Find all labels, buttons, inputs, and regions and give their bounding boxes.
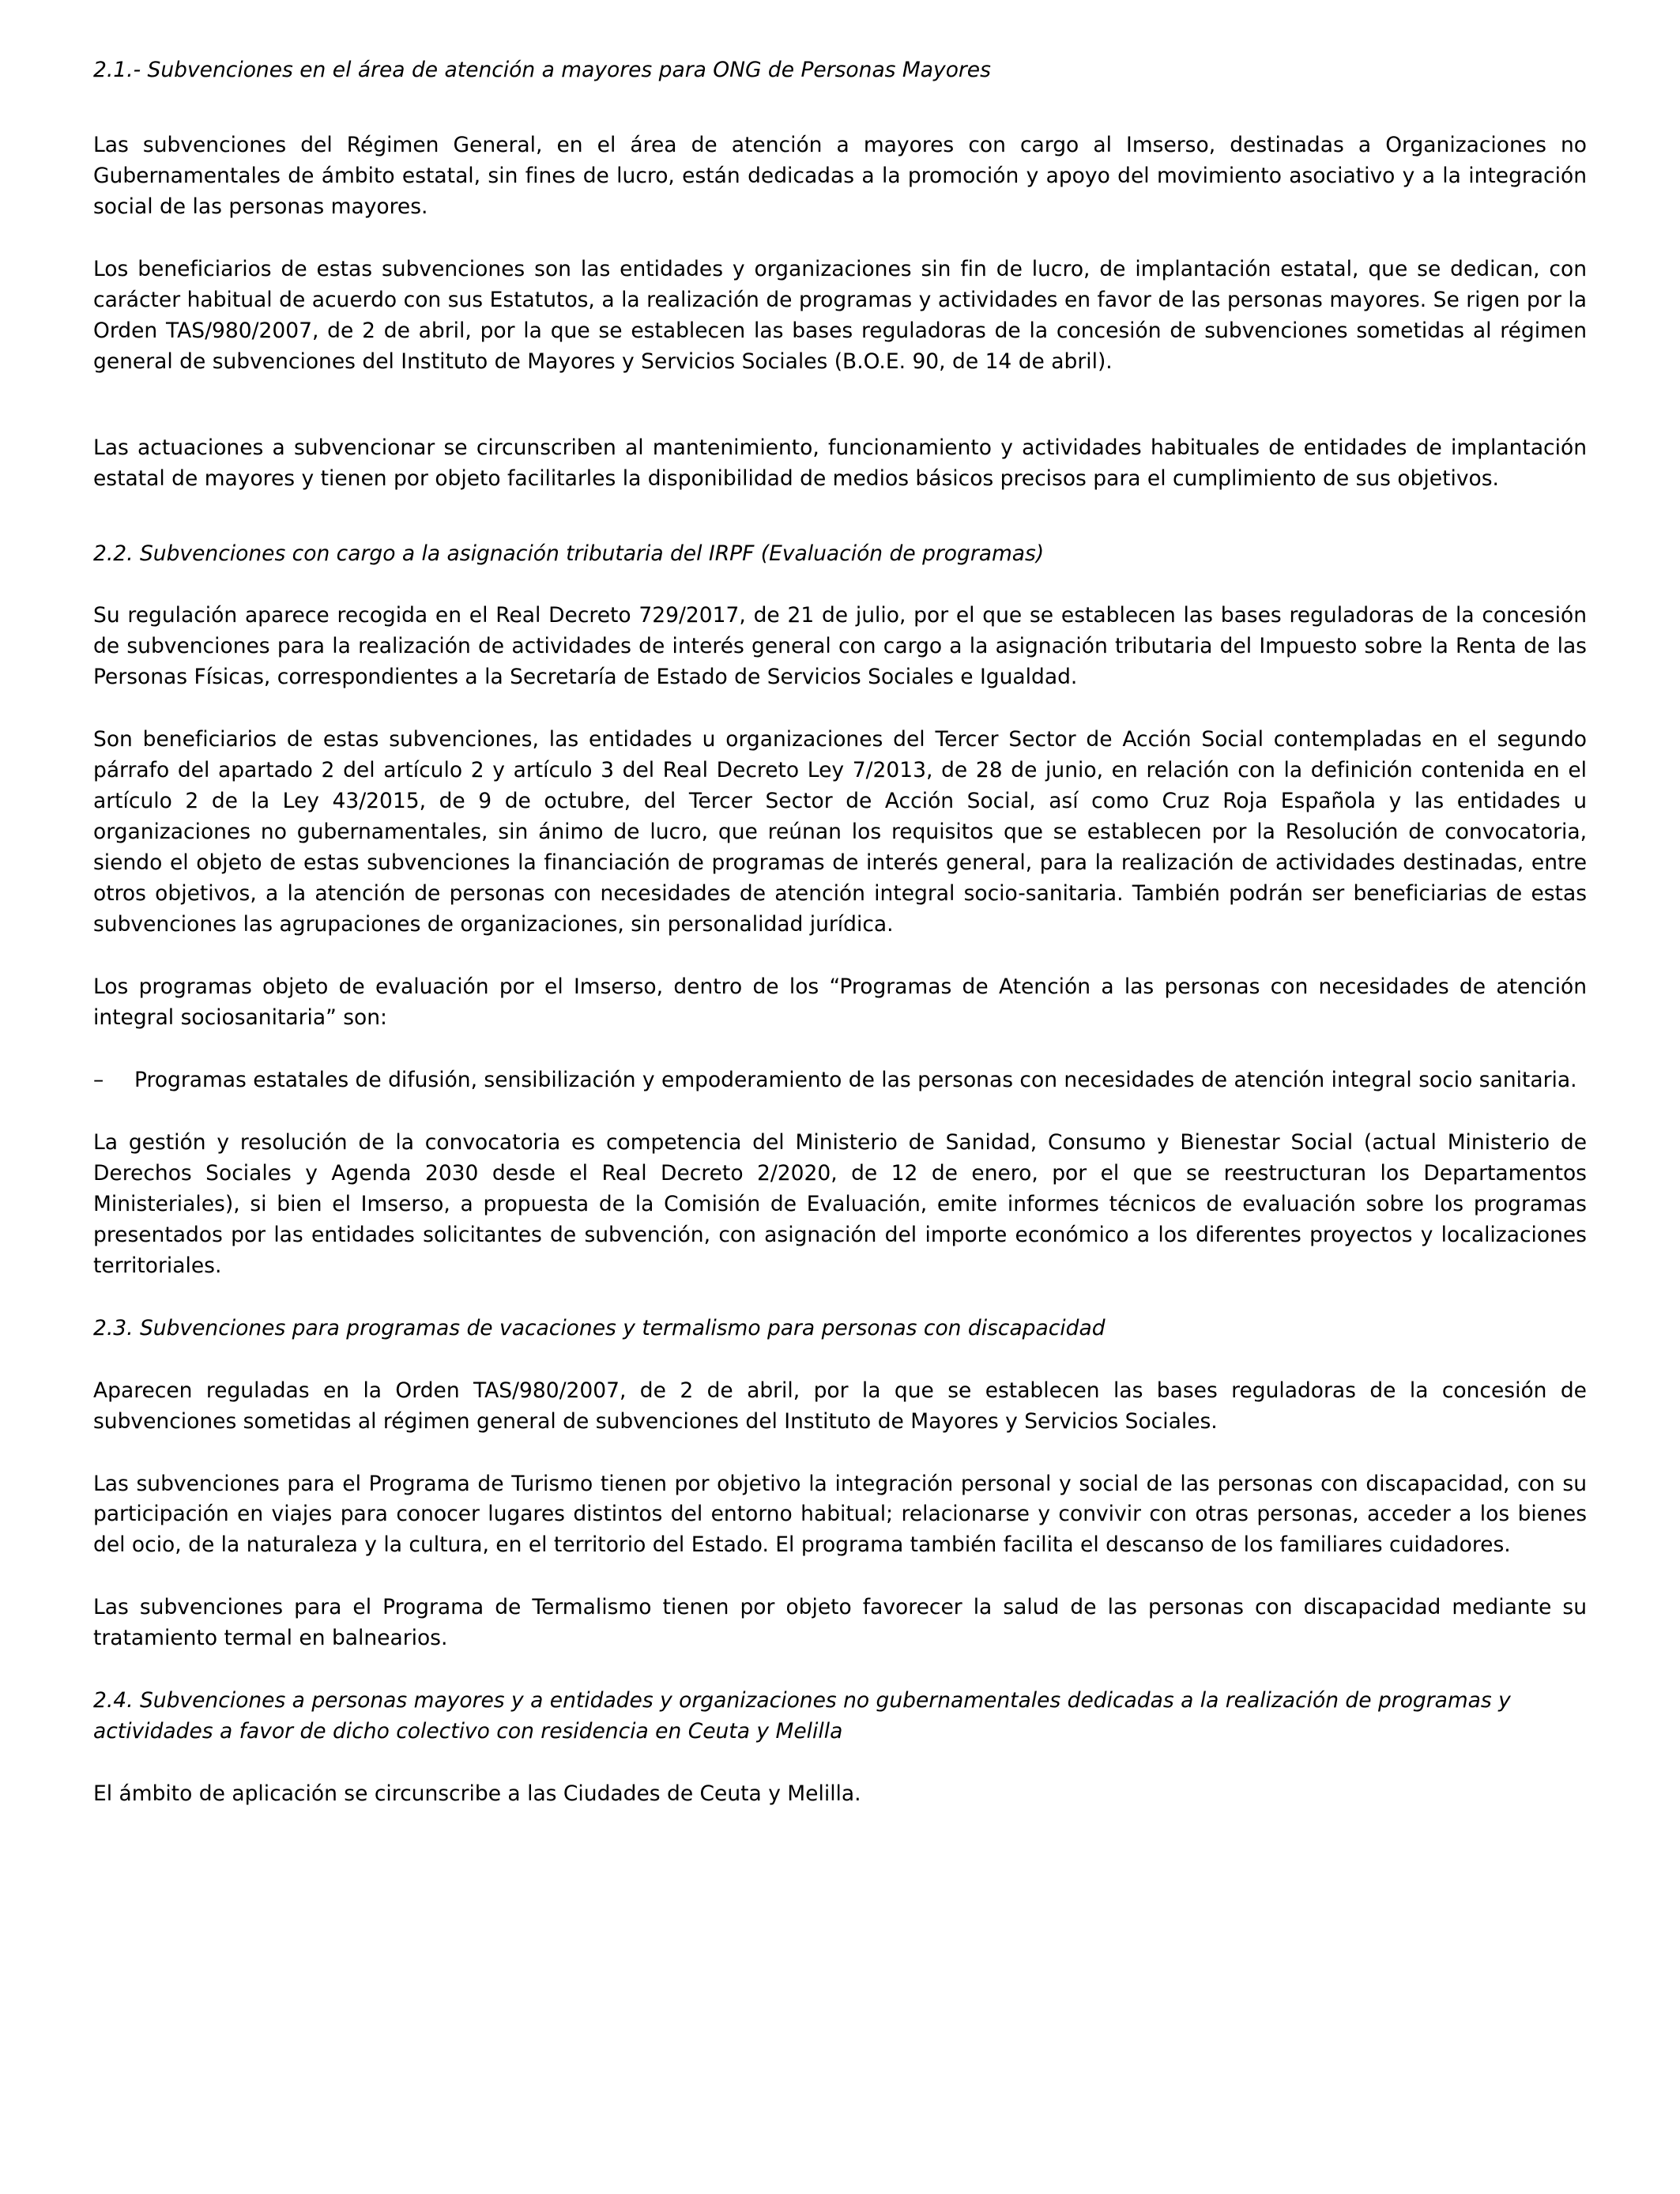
spacer [93,1438,1587,1469]
section-2-1 [93,55,1587,495]
section-heading-2-3: 2.3. Subvenciones para programas de vacaciones y termalismo para personas con discapacidad [93,1315,1106,1340]
section-2-4 [93,1686,1587,1810]
section-2-2 [93,539,1587,1282]
paragraph-2-3-3: Las subvenciones para el Programa de Termalismo tienen por objeto favorecer la salud de las personas con discapacidad mediante su tratamiento termal en balnearios. [93,1595,1587,1651]
bullet-dash-icon: – [93,1067,104,1092]
paragraph-2-1-2: Los beneficiarios de estas subvenciones son las entidades y organizaciones sin fin de lucro, de implantación estatal, que se dedican, con carácter habitual de acuerdo con sus Estatutos, a la realización de programas y actividades en favor de las personas mayores. Se rigen por la Orden TAS/980/2007, de 2 de abril, por la que se establecen las bases reguladoras de la concesión de subvenciones sometidas al régimen general de subvenciones del Instituto de Mayores y Servicios Sociales (B.O.E. 90, de 14 de abril). [93,256,1587,374]
spacer [93,693,1587,725]
spacer [93,86,1587,130]
spacer [93,1096,1587,1128]
section-heading-2-4: 2.4. Subvenciones a personas mayores y a entidades y organizaciones no gubernamentales dedicadas a la realización de programas y actividades a favor de dicho colectivo con residencia en Ceuta y Melilla [93,1688,1511,1744]
spacer [93,1654,1587,1686]
paragraph-2-3-1: Aparecen reguladas en la Orden TAS/980/2007, de 2 de abril, por la que se establecen las bases reguladoras de la concesión de subvenciones sometidas al régimen general de subvenciones del Instituto de Mayores y Servicios Sociales. [93,1378,1587,1434]
document-body [93,55,1587,1810]
paragraph-2-1-3: Las actuaciones a subvencionar se circunscriben al mantenimiento, funcionamiento y actividades habituales de entidades de implantación estatal de mayores y tienen por objeto facilitarles la disponibilidad de medios básicos precisos para el cumplimiento de sus objetivos. [93,435,1587,491]
spacer [93,495,1587,539]
spacer [93,941,1587,972]
list-item [93,1065,1587,1096]
list-item-text: Programas estatales de difusión, sensibilización y empoderamiento de las personas con necesidades de atención integral socio sanitaria. [134,1067,1577,1092]
spacer [93,1282,1587,1314]
paragraph-2-3-2: Las subvenciones para el Programa de Turismo tienen por objetivo la integración personal y social de las personas con discapacidad, con su participación en viajes para conocer lugares distintos del entorno habitual; relacionarse y convivir con otras personas, acceder a los bienes del ocio, de la naturaleza y la cultura, en el territorio del Estado. El programa también facilita el descanso de los familiares cuidadores. [93,1471,1587,1558]
section-heading-2-2: 2.2. Subvenciones con cargo a la asignación tributaria del IRPF (Evaluación de programas) [93,541,1045,566]
paragraph-2-1-1: Las subvenciones del Régimen General, en el área de atención a mayores con cargo al Imserso, destinadas a Organizaciones no Gubernamentales de ámbito estatal, sin fines de lucro, están dedicadas a la promoción y apoyo del movimiento asociativo y a la integración social de las personas mayores. [93,132,1587,219]
spacer [93,223,1587,254]
spacer [93,569,1587,601]
paragraph-2-2-1: Su regulación aparece recogida en el Real Decreto 729/2017, de 21 de julio, por el que se establecen las bases reguladoras de la concesión de subvenciones para la realización de actividades de interés general con cargo a la asignación tributaria del Impuesto sobre la Renta de las Personas Físicas, correspondientes a la Secretaría de Estado de Servicios Sociales e Igualdad. [93,603,1587,690]
spacer [93,1561,1587,1593]
paragraph-2-4-1: El ámbito de aplicación se circunscribe a las Ciudades de Ceuta y Melilla. [93,1781,861,1807]
paragraph-2-2-3: Los programas objeto de evaluación por el Imserso, dentro de los “Programas de Atención a las personas con necesidades de atención integral sociosanitaria” son: [93,974,1587,1030]
paragraph-2-2-4: La gestión y resolución de la convocatoria es competencia del Ministerio de Sanidad, Consumo y Bienestar Social (actual Ministerio de Derechos Sociales y Agenda 2030 desde el Real Decreto 2/2020, de 12 de enero, por el que se reestructuran los Departamentos Ministeriales), si bien el Imserso, a propuesta de la Comisión de Evaluación, emite informes técnicos de evaluación sobre los programas presentados por las entidades solicitantes de subvención, con asignación del importe económico a los diferentes proyectos y localizaciones territoriales. [93,1129,1587,1278]
section-2-3 [93,1314,1587,1655]
spacer [93,1034,1587,1065]
section-heading-2-1: 2.1.- Subvenciones en el área de atención a mayores para ONG de Personas Mayores [93,58,991,82]
spacer [93,1747,1587,1779]
paragraph-2-2-2: Son beneficiarios de estas subvenciones, las entidades u organizaciones del Tercer Sector de Acción Social contempladas en el segundo párrafo del apartado 2 del artículo 2 y artículo 3 del Real Decreto Ley 7/2013, de 28 de junio, en relación con la definición contenida en el artículo 2 de la Ley 43/2015, de 9 de octubre, del Tercer Sector de Acción Social, así como Cruz Roja Española y las entidades u organizaciones no gubernamentales, sin ánimo de lucro, que reúnan los requisitos que se establecen por la Resolución de convocatoria, siendo el objeto de estas subvenciones la financiación de programas de interés general, para la realización de actividades destinadas, entre otros objetivos, a la atención de personas con necesidades de atención integral socio-sanitaria. También podrán ser beneficiarias de estas subvenciones las agrupaciones de organizaciones, sin personalidad jurídica. [93,727,1587,937]
spacer [93,378,1587,433]
spacer [93,1344,1587,1376]
